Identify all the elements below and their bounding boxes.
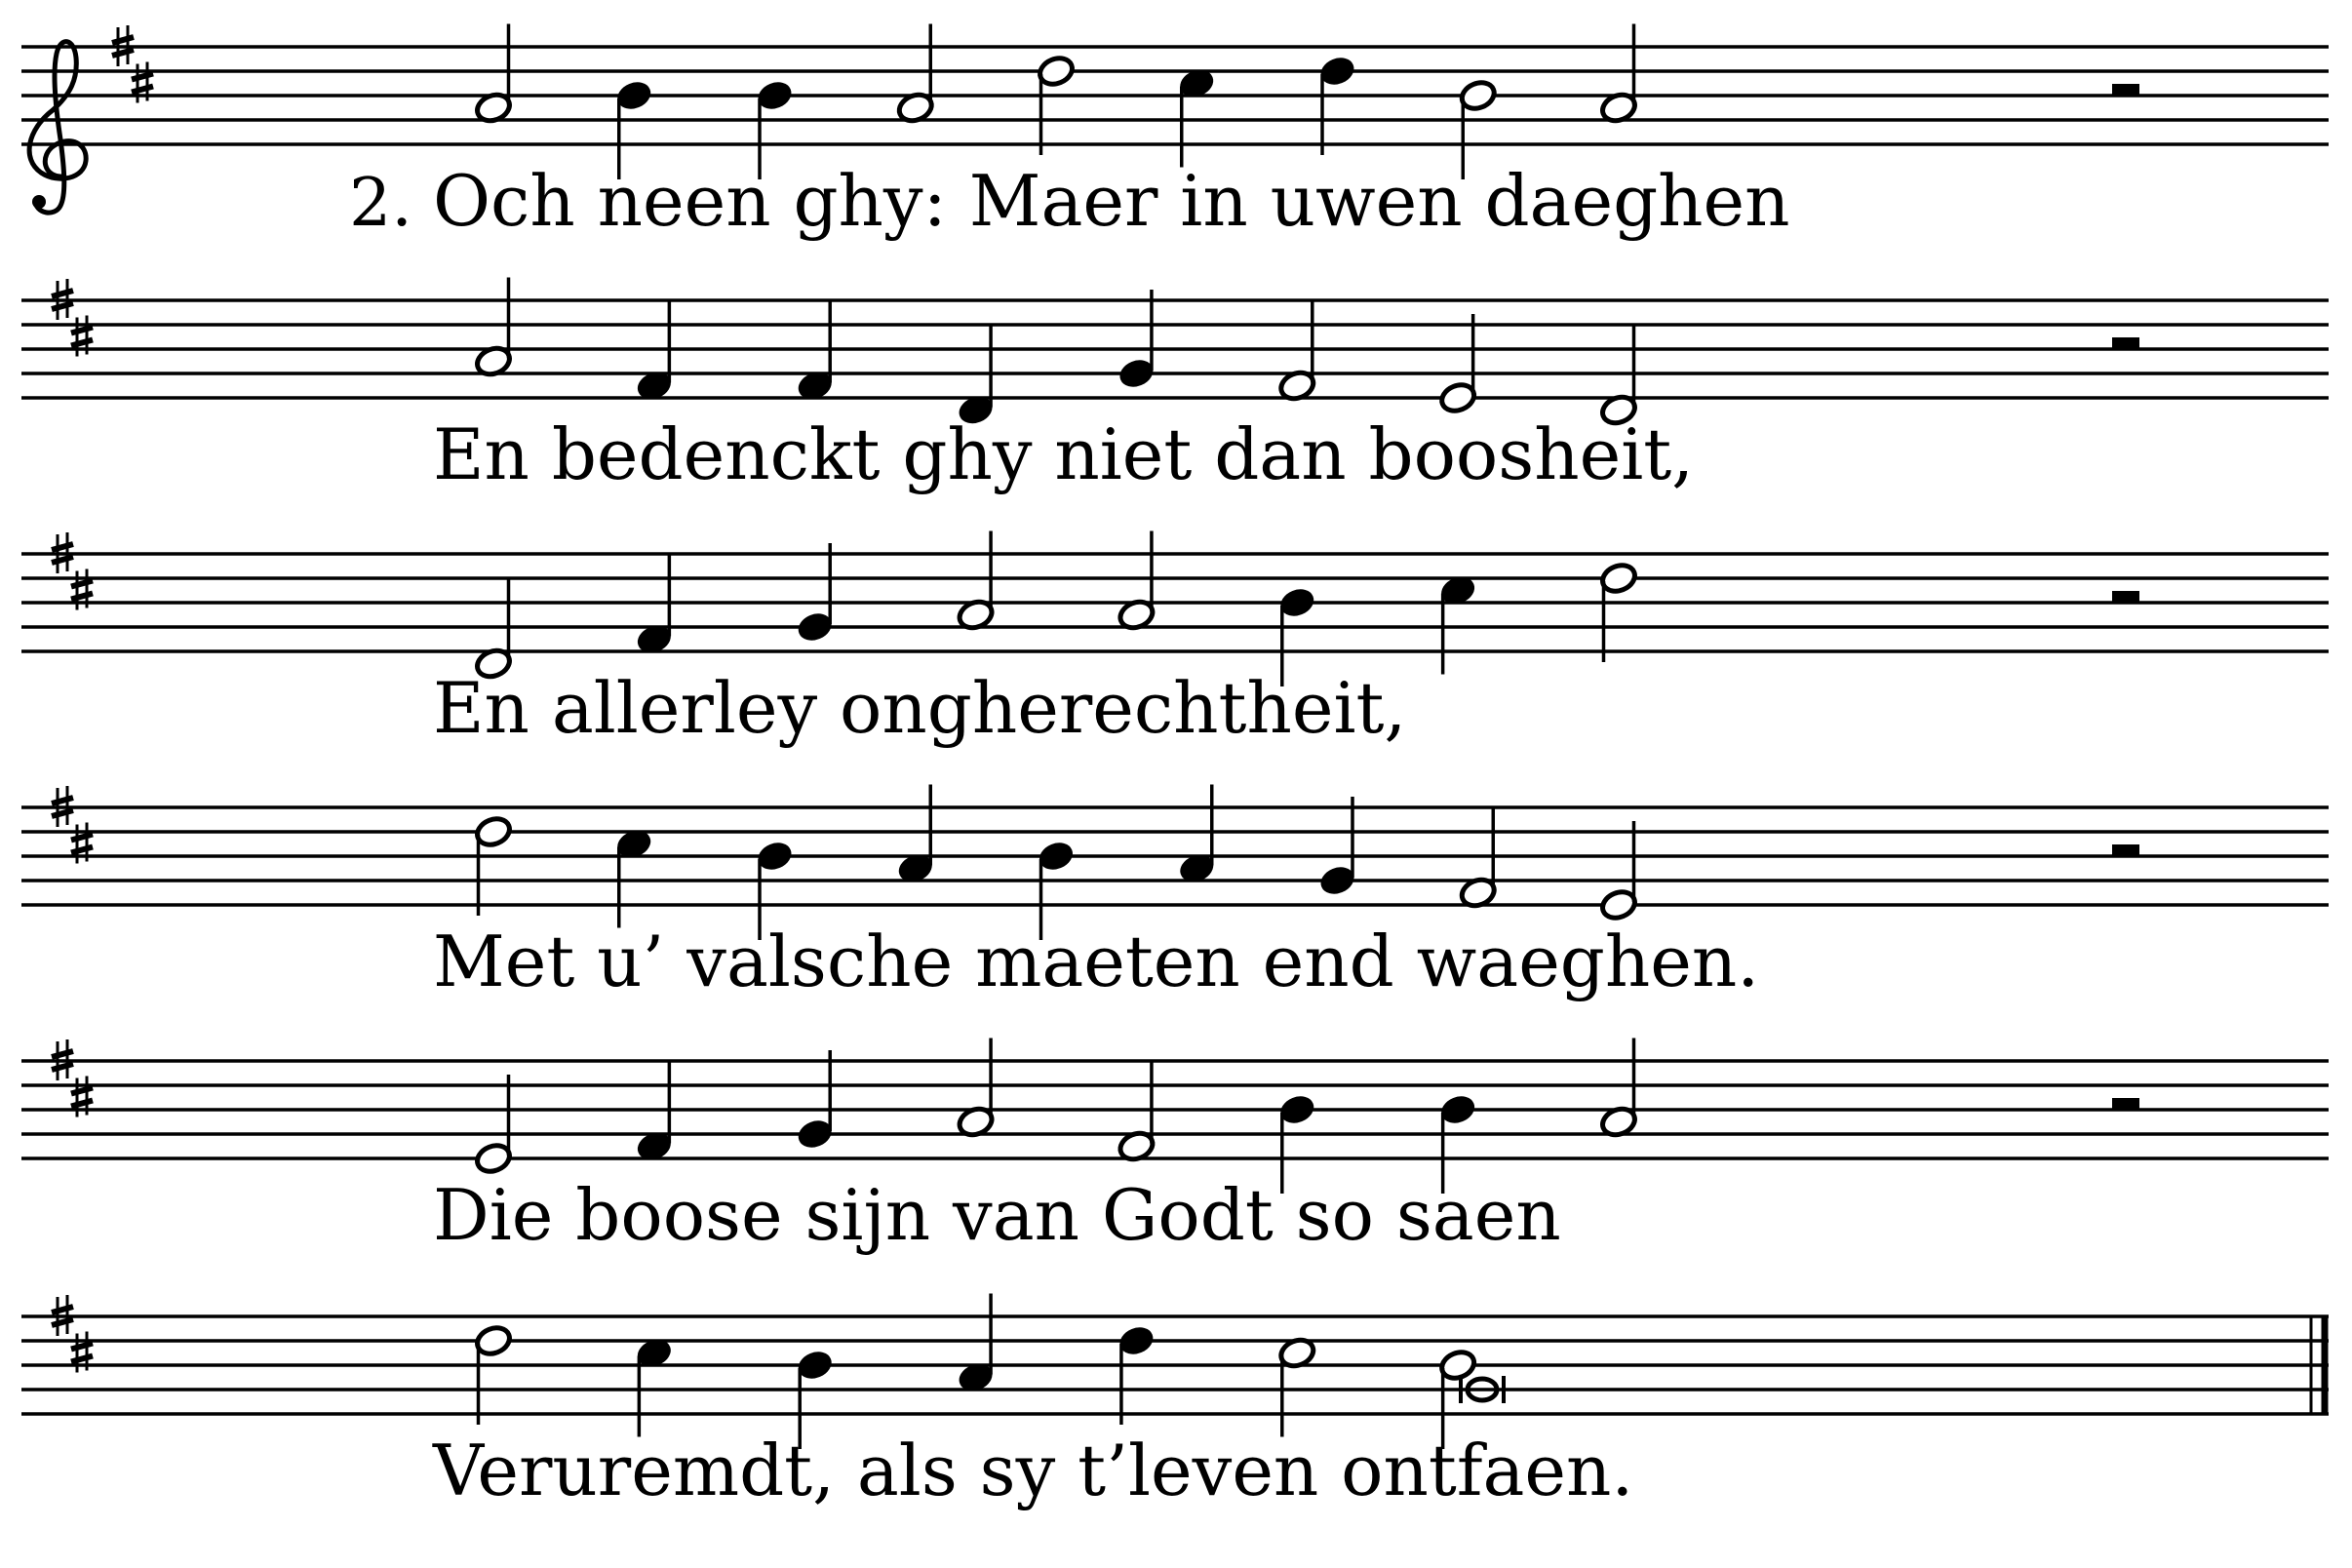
- note: [1599, 821, 1639, 922]
- sharp-bar: [71, 594, 93, 600]
- note: [474, 24, 514, 126]
- lyric-line-4: Met u’ valsche maeten end waeghen.: [433, 921, 1760, 1002]
- note: [1599, 24, 1639, 126]
- note: [895, 24, 935, 126]
- sharp-bar: [52, 1307, 73, 1313]
- note: [795, 1050, 835, 1152]
- note: [795, 302, 835, 404]
- sharp-bar: [52, 1051, 73, 1057]
- note: [795, 543, 835, 645]
- lyric-line-5: Die boose sijn van Godt so saen: [433, 1174, 1561, 1256]
- note: [474, 278, 514, 379]
- staff-system-4: [21, 785, 2329, 1003]
- note: [1037, 54, 1077, 155]
- sharp-bar: [71, 340, 93, 346]
- treble-clef-path: [29, 42, 86, 213]
- lyric-line-1: Och neen ghy: Maer in uwen daeghen: [433, 160, 1790, 242]
- note: [1599, 561, 1639, 662]
- note: [474, 1323, 514, 1425]
- note: [895, 785, 935, 886]
- half-rest-icon: [2112, 1098, 2139, 1110]
- sharp-bar: [71, 328, 93, 333]
- note: [634, 556, 674, 657]
- sharp-bar: [52, 557, 73, 563]
- note: [1177, 785, 1217, 886]
- note: [956, 531, 996, 633]
- verse-number: 2.: [349, 165, 412, 242]
- staff-systems: [21, 24, 2329, 1512]
- lyric-line-3: En allerley ongherechtheit,: [433, 667, 1407, 749]
- staff-system-3: [21, 531, 2329, 750]
- half-rest-icon: [2112, 591, 2139, 603]
- sharp-bar: [71, 1088, 93, 1094]
- half-rest-icon: [2112, 84, 2139, 96]
- sharp-bar: [71, 835, 93, 841]
- sharp-bar: [52, 798, 73, 804]
- note: [634, 1336, 674, 1437]
- sharp-bar: [52, 810, 73, 816]
- note: [474, 580, 514, 682]
- staff-system-5: [21, 1039, 2329, 1257]
- sharp-bar: [71, 581, 93, 587]
- sharp-bar: [71, 1101, 93, 1107]
- sharp-bar: [132, 74, 153, 80]
- note: [1117, 1063, 1156, 1164]
- lyric-line-2: En bedenckt ghy niet dan boosheit,: [433, 413, 1695, 495]
- note: [1277, 302, 1317, 404]
- note: [956, 327, 996, 428]
- sharp-bar: [52, 291, 73, 296]
- treble-clef-dot: [32, 195, 46, 209]
- treble-clef-icon: [29, 42, 86, 213]
- lyric-line-6: Veruremdt, als sy t’leven ontfaen.: [433, 1430, 1634, 1511]
- note: [1599, 1039, 1639, 1140]
- sharp-bar: [52, 544, 73, 550]
- half-rest-icon: [2112, 337, 2139, 349]
- note: [1317, 54, 1357, 155]
- sharp-bar: [112, 50, 134, 56]
- half-rest-icon: [2112, 844, 2139, 856]
- note: [1438, 314, 1478, 415]
- note: [956, 1039, 996, 1140]
- sharp-bar: [71, 847, 93, 853]
- note: [1177, 66, 1217, 168]
- note: [1458, 809, 1498, 911]
- note: [956, 1294, 996, 1395]
- sharp-bar: [71, 1356, 93, 1362]
- sharp-bar: [52, 1064, 73, 1070]
- sharp-bar: [52, 303, 73, 309]
- note: [474, 814, 514, 916]
- sharp-bar: [52, 1319, 73, 1325]
- note: [1317, 797, 1357, 898]
- note: [614, 827, 654, 928]
- sharp-bar: [71, 1344, 93, 1350]
- note: [1599, 327, 1639, 428]
- note: [634, 302, 674, 404]
- note: [1438, 573, 1478, 675]
- note: [1117, 531, 1156, 633]
- staff-system-6: [21, 1294, 2329, 1512]
- sharp-bar: [132, 87, 153, 93]
- staff-system-1: [21, 24, 2329, 243]
- note: [1277, 1336, 1317, 1437]
- note: [1117, 290, 1156, 391]
- note: [634, 1063, 674, 1164]
- staff-system-2: [21, 278, 2329, 496]
- sharp-bar: [112, 37, 134, 43]
- note: [1117, 1323, 1156, 1425]
- note: [474, 1075, 514, 1176]
